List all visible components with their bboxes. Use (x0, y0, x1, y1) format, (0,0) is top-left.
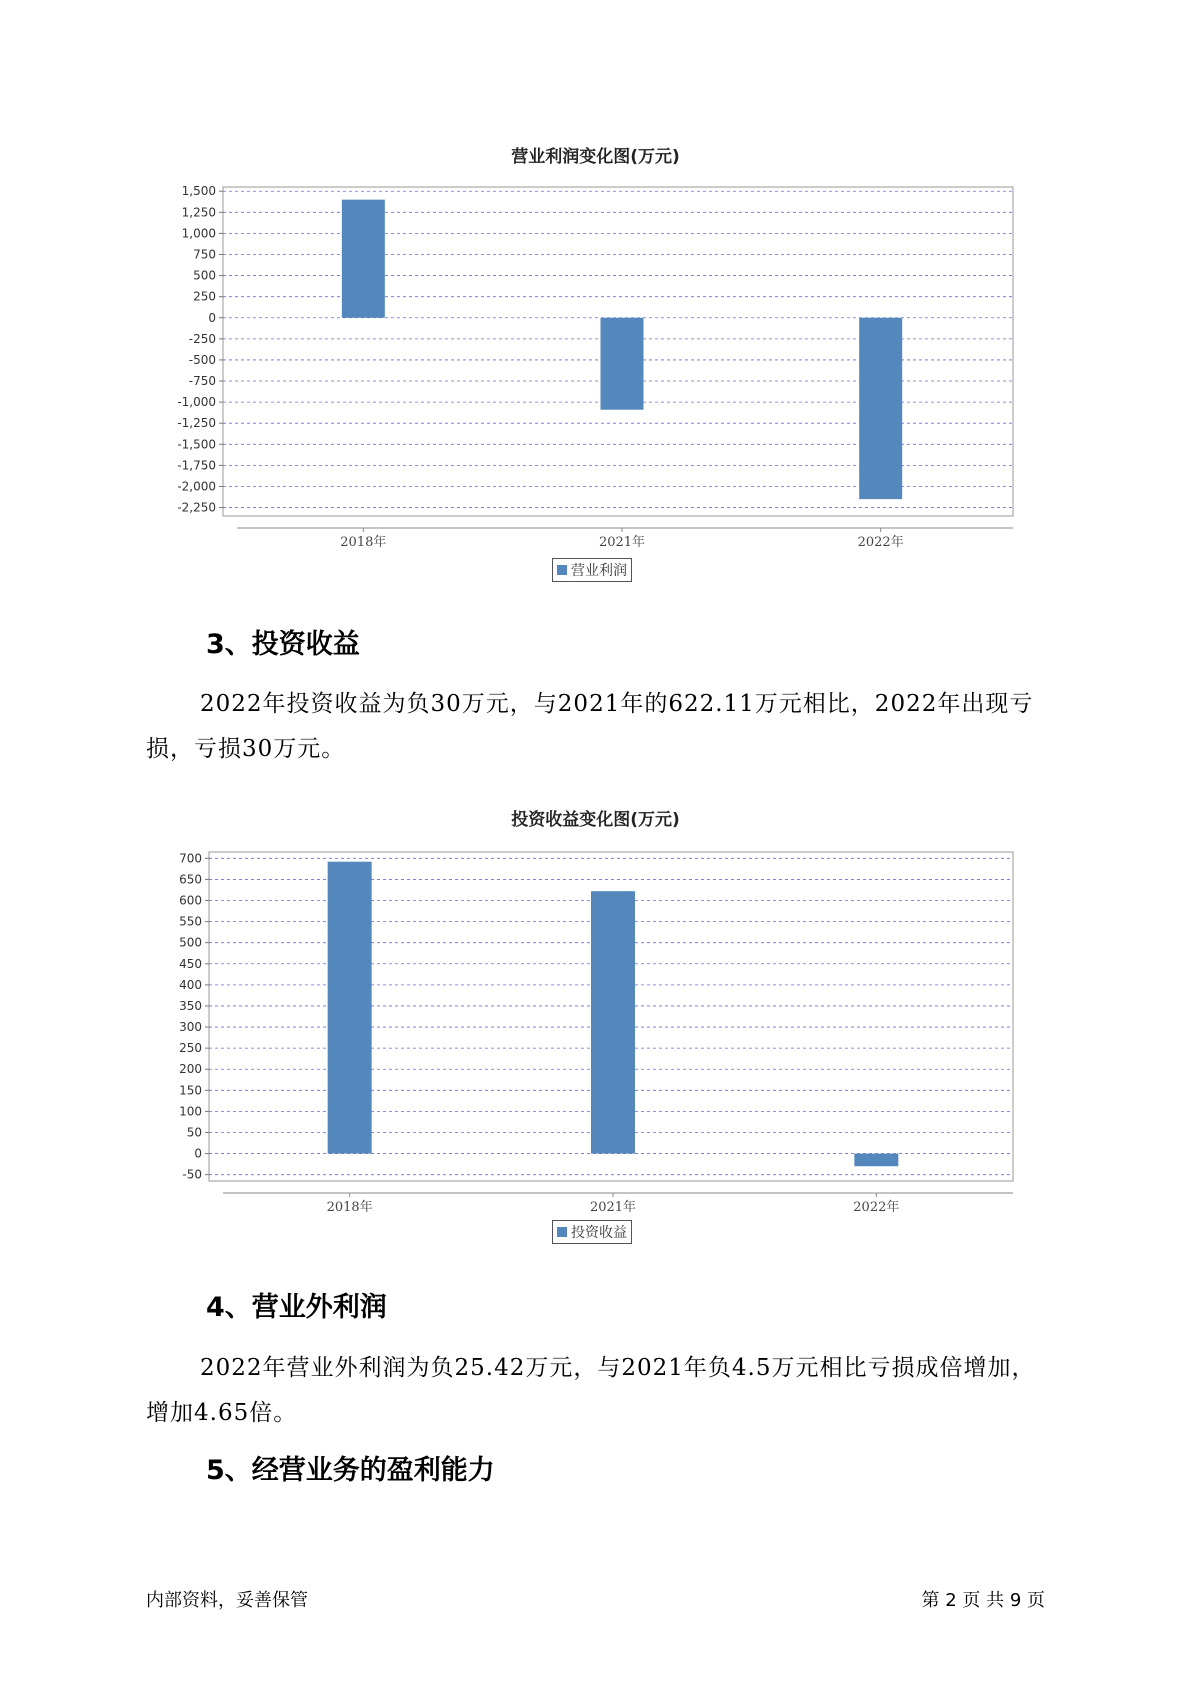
footer-confidential-note: 内部资料，妥善保管 (146, 1590, 308, 1611)
chart1-legend-label: 营业利润 (571, 563, 627, 579)
section5-heading: 5、经营业务的盈利能力 (206, 1455, 495, 1486)
chart1-bar-1 (601, 318, 644, 410)
chart2-title: 投资收益变化图(万元) (511, 810, 680, 830)
section3-heading: 3、投资收益 (206, 629, 360, 660)
chart2-ytick-label: 700 (179, 851, 202, 866)
chart1-ytick-label: -1,000 (177, 395, 216, 410)
legend-swatch-icon (557, 565, 567, 575)
chart2-ytick-label: 350 (179, 998, 202, 1013)
chart2-bar-2 (854, 1154, 898, 1167)
chart2-bar-0 (328, 862, 372, 1154)
chart1-ytick-label: 250 (193, 289, 216, 304)
chart2-legend (552, 1220, 632, 1244)
chart1-ytick-label: 0 (208, 310, 216, 325)
chart1-ytick-label: 1,250 (181, 205, 216, 220)
chart1-xtick-label: 2021年 (598, 535, 646, 550)
section3-text: 2022年投资收益为负30万元，与2021年的622.11万元相比，2022年出现亏损，亏损30万元。 (146, 691, 1034, 762)
chart2-ytick-label: 500 (179, 935, 202, 950)
chart1-legend (552, 558, 632, 582)
chart1-ytick-label: 1,000 (181, 226, 216, 241)
chart1-ytick-label: 500 (193, 268, 216, 283)
chart2-ytick-label: 650 (179, 872, 202, 887)
chart1-bar-2 (859, 318, 902, 499)
chart2-ytick-label: -50 (182, 1167, 202, 1182)
chart2-ytick-label: 550 (179, 914, 202, 929)
chart1-bar-0 (342, 200, 385, 318)
chart1-ytick-label: -2,250 (177, 500, 216, 515)
chart2-ytick-label: 50 (186, 1125, 202, 1140)
chart2-xtick-label: 2018年 (326, 1200, 373, 1215)
chart1-xtick-label: 2022年 (857, 535, 904, 550)
chart2-investment-income (0, 835, 1191, 1365)
chart2-ytick-label: 100 (179, 1104, 202, 1119)
chart1-xtick-label: 2018年 (340, 535, 387, 550)
chart2-ytick-label: 450 (179, 956, 202, 971)
chart2-ytick-label: 150 (179, 1083, 202, 1098)
chart2-xtick-label: 2022年 (853, 1200, 900, 1215)
chart1-ytick-label: -500 (188, 352, 216, 367)
chart2-ytick-label: 0 (194, 1146, 202, 1161)
chart2-ytick-label: 300 (179, 1020, 202, 1035)
chart2-ytick-label: 200 (179, 1062, 202, 1077)
chart2-ytick-label: 400 (179, 977, 202, 992)
chart1-ytick-label: -2,000 (177, 479, 216, 494)
chart1-ytick-label: -1,750 (177, 458, 216, 473)
chart2-xtick-label: 2021年 (589, 1200, 637, 1215)
footer-page-number: 第 2 页 共 9 页 (921, 1590, 1045, 1611)
chart1-ytick-label: 1,500 (181, 184, 216, 199)
chart1-ytick-label: -1,250 (177, 416, 216, 431)
chart1-ytick-label: -750 (188, 374, 216, 389)
section4-heading: 4、营业外利润 (206, 1292, 387, 1323)
chart2-legend-label: 投资收益 (571, 1225, 627, 1241)
chart1-ytick-label: 750 (193, 247, 216, 262)
chart1-ytick-label: -1,500 (177, 437, 216, 452)
chart1-operating-profit (0, 170, 1191, 700)
legend-swatch-icon (557, 1227, 567, 1237)
chart2-ytick-label: 250 (179, 1041, 202, 1056)
chart2-bar-1 (591, 891, 635, 1153)
section4-text: 2022年营业外利润为负25.42万元，与2021年负4.5万元相比亏损成倍增加，增加4.65倍。 (146, 1355, 1036, 1426)
chart1-title: 营业利润变化图(万元) (511, 147, 680, 167)
chart2-ytick-label: 600 (179, 893, 202, 908)
chart1-ytick-label: -250 (188, 331, 216, 346)
